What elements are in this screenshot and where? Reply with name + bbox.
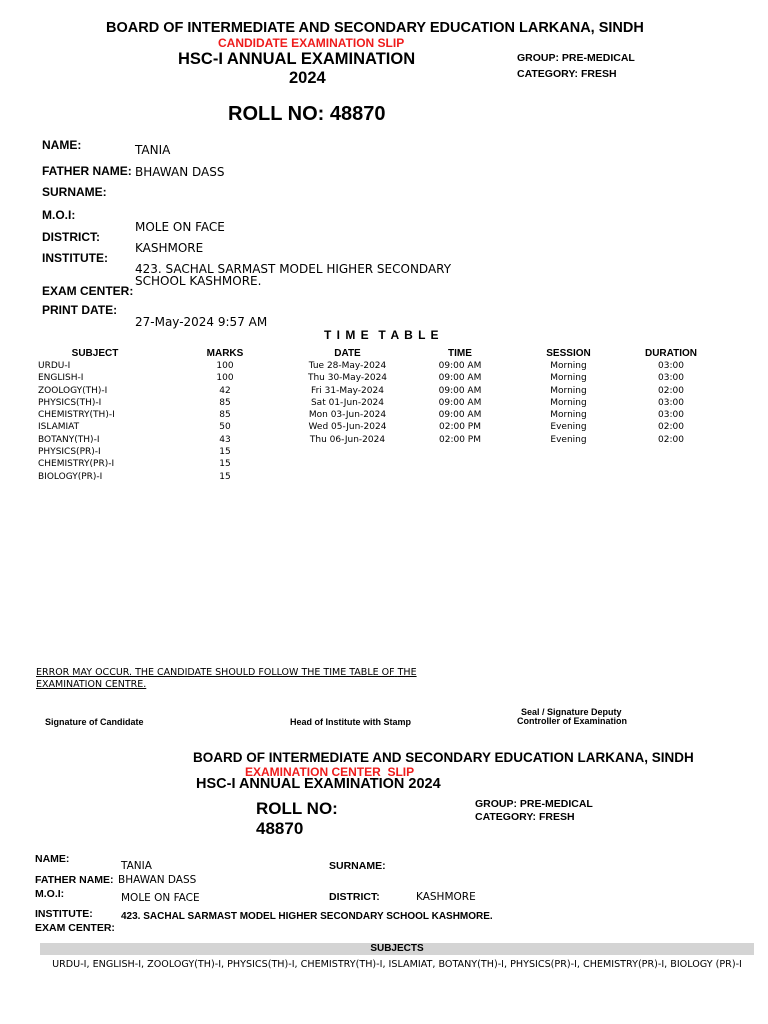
col-header-duration: DURATION — [644, 347, 698, 359]
cell-duration: 02:00 — [658, 434, 684, 445]
cell-date: Fri 31-May-2024 — [311, 385, 384, 396]
subjects-list: URDU-I, ENGLISH-I, ZOOLOGY(TH)-I, PHYSICS(TH)-I, CHEMISTRY(TH)-I, ISLAMIAT, BOTANY(TH)-I, PHYSICS(PR)-I, CHEMISTRY(PR)-I, BIOLOGY (PR)-I — [52, 959, 742, 970]
cell-date: Wed 05-Jun-2024 — [308, 422, 387, 433]
district-label-2: DISTRICT: — [329, 891, 380, 903]
cell-session: Morning — [550, 361, 587, 371]
slip-type-title: CANDIDATE EXAMINATION SLIP — [218, 36, 405, 50]
exam-year: 2024 — [289, 69, 326, 87]
district-label: DISTRICT: — [42, 230, 100, 244]
father-name-label: FATHER NAME: — [42, 164, 132, 178]
cell-time: 09:00 AM — [438, 397, 482, 408]
table-row — [30, 458, 720, 470]
cell-marks: 100 — [216, 361, 234, 371]
father-name-label-2: FATHER NAME: — [35, 874, 114, 886]
group-label: GROUP: PRE-MEDICAL — [517, 52, 635, 64]
name-label-2: NAME: — [35, 853, 70, 865]
table-row — [30, 372, 720, 384]
cell-date: Sat 01-Jun-2024 — [310, 397, 385, 408]
board-title-2: BOARD OF INTERMEDIATE AND SECONDARY EDUCATION LARKANA, SINDH — [193, 750, 694, 765]
seal-signature-line1: Seal / Signature Deputy — [521, 707, 622, 717]
district-value: KASHMORE — [135, 241, 204, 255]
cell-date: Mon 03-Jun-2024 — [308, 410, 387, 421]
exam-center-label-2: EXAM CENTER: — [35, 922, 115, 934]
col-header-subject: SUBJECT — [71, 347, 119, 359]
cell-marks: 85 — [219, 397, 231, 408]
cell-session — [515, 446, 622, 458]
exam-center-label: EXAM CENTER: — [42, 284, 134, 298]
table-row — [30, 360, 720, 372]
category-label: CATEGORY: FRESH — [517, 68, 617, 80]
cell-date: Thu 30-May-2024 — [307, 373, 388, 384]
cell-duration — [622, 471, 720, 483]
table-row — [30, 397, 720, 409]
cell-duration: 02:00 — [658, 422, 684, 433]
cell-subject: PHYSICS(TH)-I — [38, 397, 102, 408]
cell-date — [290, 458, 405, 470]
group-label-2: GROUP: PRE-MEDICAL — [475, 798, 593, 810]
cell-marks: 15 — [219, 447, 231, 458]
cell-duration: 03:00 — [658, 373, 684, 384]
timetable — [30, 346, 720, 483]
institute-value-2: 423. SACHAL SARMAST MODEL HIGHER SECONDARY SCHOOL KASHMORE. — [121, 911, 493, 922]
cell-subject: ENGLISH-I — [38, 373, 84, 384]
roll-number-label-2: ROLL NO: — [256, 799, 338, 818]
cell-marks: 50 — [219, 422, 231, 433]
category-label-2: CATEGORY: FRESH — [475, 811, 575, 823]
subjects-heading: SUBJECTS — [40, 943, 754, 955]
cell-duration: 03:00 — [658, 410, 684, 421]
cell-subject: ZOOLOGY(TH)-I — [38, 385, 108, 396]
name-value-2: TANIA — [121, 860, 152, 872]
cell-marks: 100 — [216, 373, 234, 384]
timetable-header-row — [30, 346, 720, 360]
cell-subject: CHEMISTRY(TH)-I — [38, 410, 115, 421]
cell-session — [515, 458, 622, 470]
table-row — [30, 446, 720, 458]
cell-subject: BOTANY(TH)-I — [38, 434, 100, 445]
roll-number: ROLL NO: 48870 — [228, 103, 386, 125]
cell-time: 02:00 PM — [439, 434, 481, 445]
moi-value: MOLE ON FACE — [135, 220, 225, 234]
cell-duration — [622, 446, 720, 458]
signature-candidate: Signature of Candidate — [45, 717, 144, 727]
table-row — [30, 409, 720, 421]
institute-value-line1: 423. SACHAL SARMAST MODEL HIGHER SECONDARY — [135, 262, 452, 276]
slip-type-title-2: EXAMINATION CENTER SLIP — [245, 765, 415, 779]
cell-subject: URDU-I — [38, 361, 71, 371]
cell-marks: 85 — [219, 410, 231, 421]
institute-label: INSTITUTE: — [42, 251, 108, 265]
table-row — [30, 434, 720, 446]
name-value: TANIA — [135, 143, 171, 157]
notice-line1 — [36, 667, 417, 678]
cell-marks: 42 — [219, 385, 231, 396]
name-label: NAME: — [42, 138, 82, 152]
moi-label-2: M.O.I: — [35, 888, 65, 900]
cell-subject: PHYSICS(PR)-I — [38, 447, 101, 458]
cell-date: Tue 28-May-2024 — [308, 361, 387, 371]
surname-label: SURNAME: — [42, 185, 107, 199]
notice-line2: EXAMINATION CENTRE. — [36, 679, 147, 690]
print-date-value: 27-May-2024 9:57 AM — [135, 315, 268, 329]
cell-date: Thu 06-Jun-2024 — [309, 434, 386, 445]
district-value-2: KASHMORE — [416, 891, 476, 903]
cell-time: 09:00 AM — [438, 410, 482, 421]
notice-line1-the: THE — [397, 667, 417, 678]
cell-duration: 03:00 — [658, 361, 684, 371]
institute-value-line2: SCHOOL KASHMORE. — [135, 274, 262, 288]
col-header-time: TIME — [448, 347, 472, 359]
father-name-value: BHAWAN DASS — [135, 165, 225, 179]
cell-time — [405, 471, 515, 483]
cell-session: Morning — [550, 373, 587, 384]
cell-time — [405, 446, 515, 458]
table-row — [30, 471, 720, 483]
col-header-session: SESSION — [546, 347, 591, 359]
surname-label-2: SURNAME: — [329, 860, 386, 872]
print-date-label: PRINT DATE: — [42, 303, 118, 317]
cell-time — [405, 458, 515, 470]
table-row — [30, 385, 720, 397]
cell-date — [290, 471, 405, 483]
cell-time: 09:00 AM — [438, 361, 482, 371]
moi-label: M.O.I: — [42, 208, 76, 222]
table-row — [30, 421, 720, 433]
timetable-title: T I M E T A B L E — [324, 328, 440, 342]
cell-marks: 15 — [219, 471, 231, 482]
cell-session: Evening — [550, 434, 587, 445]
exam-title: HSC-I ANNUAL EXAMINATION — [178, 50, 416, 68]
roll-number-value-2: 48870 — [256, 819, 304, 838]
cell-time: 09:00 AM — [438, 385, 482, 396]
cell-date — [290, 446, 405, 458]
cell-session — [515, 471, 622, 483]
board-title: BOARD OF INTERMEDIATE AND SECONDARY EDUCATION LARKANA, SINDH — [106, 20, 644, 36]
col-header-date: DATE — [334, 347, 361, 359]
cell-session: Morning — [550, 397, 587, 408]
cell-subject: BIOLOGY(PR)-I — [38, 471, 103, 482]
cell-marks: 43 — [219, 434, 231, 445]
seal-signature-line2: Controller of Examination — [517, 716, 628, 726]
cell-duration: 02:00 — [658, 385, 684, 396]
col-header-marks: MARKS — [206, 347, 244, 359]
cell-session: Evening — [550, 422, 587, 433]
cell-subject: CHEMISTRY(PR)-I — [38, 459, 115, 470]
moi-value-2: MOLE ON FACE — [121, 892, 200, 904]
cell-duration — [622, 458, 720, 470]
cell-duration: 03:00 — [658, 397, 684, 408]
father-name-value-2: BHAWAN DASS — [118, 874, 197, 886]
cell-marks: 15 — [219, 459, 231, 470]
cell-time: 02:00 PM — [439, 422, 481, 433]
institute-label-2: INSTITUTE: — [35, 908, 93, 920]
signature-head-institute: Head of Institute with Stamp — [290, 717, 412, 727]
cell-subject: ISLAMIAT — [38, 422, 80, 433]
cell-session: Morning — [550, 385, 587, 396]
exam-title-2: HSC-I ANNUAL EXAMINATION 2024 — [196, 776, 441, 792]
cell-session: Morning — [550, 410, 587, 421]
cell-time: 09:00 AM — [438, 373, 482, 384]
notice-line1-text: ERROR MAY OCCUR. THE CANDIDATE SHOULD FOLLOW THE TIME TABLE OF — [36, 667, 395, 678]
